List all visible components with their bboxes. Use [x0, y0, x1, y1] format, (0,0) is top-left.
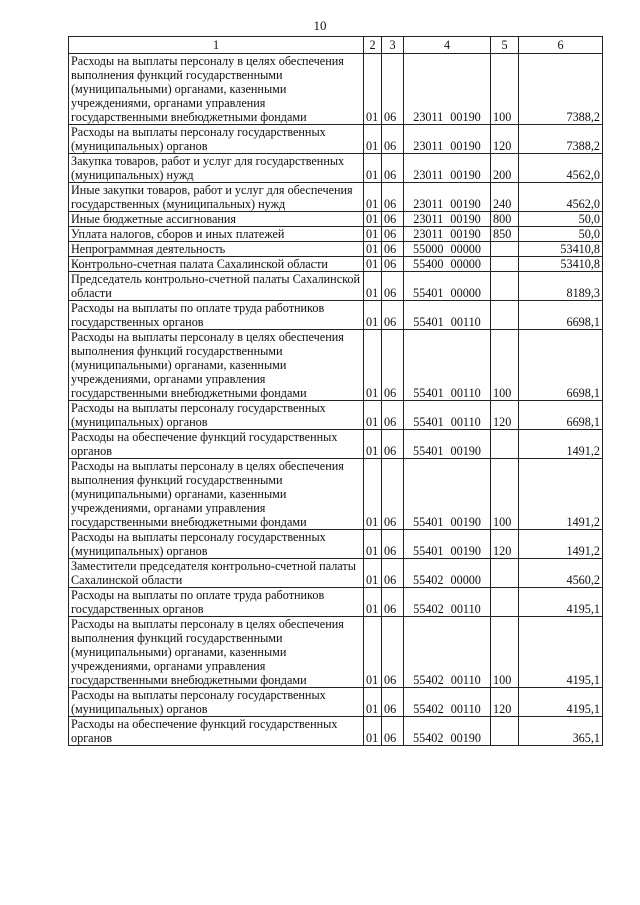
cell-expense-type-code	[491, 272, 519, 301]
budget-table	[68, 36, 603, 746]
cell-name: Расходы на обеспечение функций государственных органов	[69, 430, 364, 459]
column-header-5: 5	[491, 37, 519, 54]
table-row	[69, 688, 603, 717]
cell-target-article-code: 23011 00190	[404, 227, 491, 242]
cell-subsection-code: 06	[382, 688, 404, 717]
cell-subsection-code: 06	[382, 717, 404, 746]
cell-target-article-code: 55401 00110	[404, 330, 491, 401]
cell-amount: 6698,1	[519, 330, 603, 401]
cell-amount: 4562,0	[519, 183, 603, 212]
cell-subsection-code: 06	[382, 301, 404, 330]
cell-section-code: 01	[364, 154, 382, 183]
cell-name: Расходы на выплаты персоналу государственных (муниципальных) органов	[69, 401, 364, 430]
table-row	[69, 125, 603, 154]
column-header-2: 2	[364, 37, 382, 54]
cell-subsection-code: 06	[382, 154, 404, 183]
cell-name: Контрольно-счетная палата Сахалинской области	[69, 257, 364, 272]
cell-amount: 1491,2	[519, 430, 603, 459]
column-header-1: 1	[69, 37, 364, 54]
cell-target-article-code: 23011 00190	[404, 212, 491, 227]
table-row	[69, 212, 603, 227]
cell-expense-type-code: 120	[491, 688, 519, 717]
cell-section-code: 01	[364, 54, 382, 125]
cell-amount: 6698,1	[519, 401, 603, 430]
cell-expense-type-code	[491, 588, 519, 617]
cell-name: Расходы на обеспечение функций государственных органов	[69, 717, 364, 746]
cell-target-article-code: 55401 00110	[404, 301, 491, 330]
cell-amount: 4560,2	[519, 559, 603, 588]
cell-name: Расходы на выплаты персоналу в целях обеспечения выполнения функций государственными (муниципальными) органами, казенными учреждениями, органами управления государственными внебюджетными фондами	[69, 459, 364, 530]
cell-name: Расходы на выплаты по оплате труда работников государственных органов	[69, 301, 364, 330]
cell-expense-type-code: 100	[491, 459, 519, 530]
table-header-row	[69, 37, 603, 54]
cell-target-article-code: 55000 00000	[404, 242, 491, 257]
cell-subsection-code: 06	[382, 212, 404, 227]
cell-expense-type-code: 240	[491, 183, 519, 212]
cell-expense-type-code: 100	[491, 617, 519, 688]
cell-section-code: 01	[364, 227, 382, 242]
cell-name: Уплата налогов, сборов и иных платежей	[69, 227, 364, 242]
cell-section-code: 01	[364, 212, 382, 227]
cell-target-article-code: 55401 00190	[404, 459, 491, 530]
cell-section-code: 01	[364, 717, 382, 746]
cell-expense-type-code	[491, 242, 519, 257]
table-row	[69, 559, 603, 588]
cell-amount: 4562,0	[519, 154, 603, 183]
cell-name: Председатель контрольно-счетной палаты Сахалинской области	[69, 272, 364, 301]
table-row	[69, 530, 603, 559]
table-row	[69, 401, 603, 430]
cell-name: Расходы на выплаты персоналу в целях обеспечения выполнения функций государственными (муниципальными) органами, казенными учреждениями, органами управления государственными внебюджетными фондами	[69, 54, 364, 125]
cell-target-article-code: 23011 00190	[404, 154, 491, 183]
cell-expense-type-code: 200	[491, 154, 519, 183]
page-number: 10	[313, 18, 327, 33]
cell-target-article-code: 23011 00190	[404, 125, 491, 154]
cell-name: Расходы на выплаты персоналу государственных (муниципальных) органов	[69, 688, 364, 717]
table-row	[69, 301, 603, 330]
cell-amount: 7388,2	[519, 54, 603, 125]
column-header-6: 6	[519, 37, 603, 54]
table-row	[69, 227, 603, 242]
cell-section-code: 01	[364, 617, 382, 688]
cell-section-code: 01	[364, 301, 382, 330]
cell-subsection-code: 06	[382, 330, 404, 401]
cell-target-article-code: 55402 00000	[404, 559, 491, 588]
cell-target-article-code: 55402 00190	[404, 717, 491, 746]
cell-section-code: 01	[364, 242, 382, 257]
cell-subsection-code: 06	[382, 401, 404, 430]
cell-target-article-code: 55402 00110	[404, 688, 491, 717]
cell-subsection-code: 06	[382, 54, 404, 125]
cell-name: Расходы на выплаты персоналу в целях обеспечения выполнения функций государственными (муниципальными) органами, казенными учреждениями, органами управления государственными внебюджетными фондами	[69, 617, 364, 688]
cell-name: Непрограммная деятельность	[69, 242, 364, 257]
cell-target-article-code: 55402 00110	[404, 617, 491, 688]
cell-expense-type-code	[491, 301, 519, 330]
cell-subsection-code: 06	[382, 559, 404, 588]
cell-amount: 53410,8	[519, 242, 603, 257]
cell-amount: 50,0	[519, 227, 603, 242]
cell-subsection-code: 06	[382, 530, 404, 559]
cell-target-article-code: 55400 00000	[404, 257, 491, 272]
cell-amount: 53410,8	[519, 257, 603, 272]
table-row	[69, 257, 603, 272]
cell-name: Расходы на выплаты персоналу в целях обеспечения выполнения функций государственными (муниципальными) органами, казенными учреждениями, органами управления государственными внебюджетными фондами	[69, 330, 364, 401]
table-row	[69, 272, 603, 301]
cell-section-code: 01	[364, 530, 382, 559]
cell-name: Иные закупки товаров, работ и услуг для обеспечения государственных (муниципальных) нужд	[69, 183, 364, 212]
cell-amount: 1491,2	[519, 459, 603, 530]
cell-amount: 6698,1	[519, 301, 603, 330]
cell-expense-type-code: 850	[491, 227, 519, 242]
table-row	[69, 459, 603, 530]
cell-name: Расходы на выплаты персоналу государственных (муниципальных) органов	[69, 125, 364, 154]
table-row	[69, 588, 603, 617]
table-row	[69, 717, 603, 746]
cell-subsection-code: 06	[382, 183, 404, 212]
cell-expense-type-code: 120	[491, 125, 519, 154]
cell-amount: 4195,1	[519, 617, 603, 688]
cell-section-code: 01	[364, 401, 382, 430]
cell-target-article-code: 55402 00110	[404, 588, 491, 617]
cell-amount: 8189,3	[519, 272, 603, 301]
cell-section-code: 01	[364, 588, 382, 617]
cell-target-article-code: 23011 00190	[404, 183, 491, 212]
cell-section-code: 01	[364, 330, 382, 401]
table-row	[69, 430, 603, 459]
cell-amount: 50,0	[519, 212, 603, 227]
cell-name: Иные бюджетные ассигнования	[69, 212, 364, 227]
cell-expense-type-code	[491, 430, 519, 459]
cell-subsection-code: 06	[382, 257, 404, 272]
table-row	[69, 154, 603, 183]
cell-target-article-code: 55401 00190	[404, 430, 491, 459]
cell-amount: 4195,1	[519, 688, 603, 717]
cell-amount: 365,1	[519, 717, 603, 746]
cell-target-article-code: 55401 00190	[404, 530, 491, 559]
cell-section-code: 01	[364, 257, 382, 272]
cell-target-article-code: 55401 00000	[404, 272, 491, 301]
cell-subsection-code: 06	[382, 430, 404, 459]
cell-expense-type-code: 120	[491, 530, 519, 559]
cell-subsection-code: 06	[382, 617, 404, 688]
cell-name: Закупка товаров, работ и услуг для государственных (муниципальных) нужд	[69, 154, 364, 183]
cell-subsection-code: 06	[382, 459, 404, 530]
cell-section-code: 01	[364, 688, 382, 717]
cell-name: Расходы на выплаты персоналу государственных (муниципальных) органов	[69, 530, 364, 559]
cell-section-code: 01	[364, 125, 382, 154]
cell-section-code: 01	[364, 459, 382, 530]
table-row	[69, 183, 603, 212]
cell-section-code: 01	[364, 183, 382, 212]
cell-name: Заместители председателя контрольно-счетной палаты Сахалинской области	[69, 559, 364, 588]
cell-subsection-code: 06	[382, 242, 404, 257]
cell-expense-type-code	[491, 559, 519, 588]
table-row	[69, 330, 603, 401]
cell-expense-type-code: 100	[491, 54, 519, 125]
table-row	[69, 54, 603, 125]
cell-expense-type-code	[491, 257, 519, 272]
cell-subsection-code: 06	[382, 125, 404, 154]
cell-subsection-code: 06	[382, 272, 404, 301]
cell-target-article-code: 23011 00190	[404, 54, 491, 125]
cell-target-article-code: 55401 00110	[404, 401, 491, 430]
cell-section-code: 01	[364, 430, 382, 459]
column-header-3: 3	[382, 37, 404, 54]
table-body	[69, 54, 603, 746]
cell-expense-type-code	[491, 717, 519, 746]
cell-amount: 4195,1	[519, 588, 603, 617]
cell-subsection-code: 06	[382, 588, 404, 617]
cell-section-code: 01	[364, 272, 382, 301]
cell-section-code: 01	[364, 559, 382, 588]
cell-expense-type-code: 120	[491, 401, 519, 430]
cell-expense-type-code: 100	[491, 330, 519, 401]
table-row	[69, 242, 603, 257]
cell-name: Расходы на выплаты по оплате труда работников государственных органов	[69, 588, 364, 617]
cell-amount: 7388,2	[519, 125, 603, 154]
cell-subsection-code: 06	[382, 227, 404, 242]
cell-amount: 1491,2	[519, 530, 603, 559]
cell-expense-type-code: 800	[491, 212, 519, 227]
column-header-4: 4	[404, 37, 491, 54]
table-row	[69, 617, 603, 688]
